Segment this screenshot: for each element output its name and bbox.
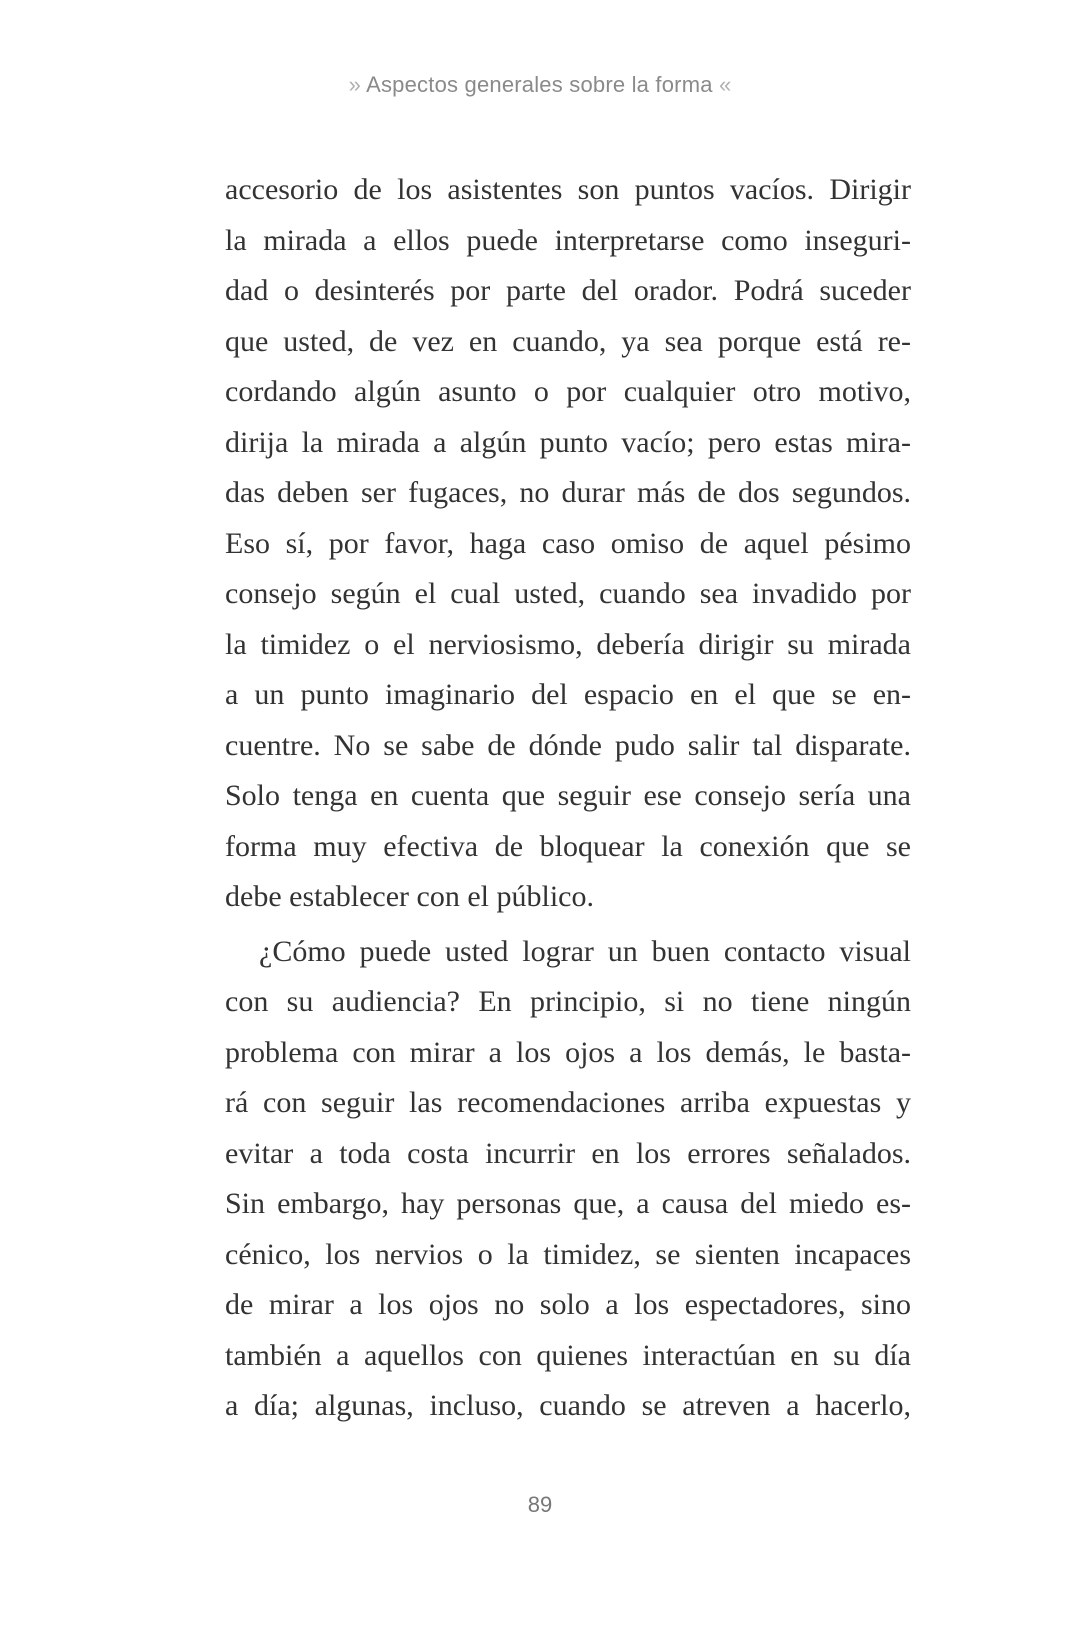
paragraph-2	[225, 927, 911, 1432]
text-line: que usted, de vez en cuando, ya sea porque está re-	[225, 324, 911, 358]
text-line: Eso sí, por favor, haga caso omiso de aquel pésimo	[225, 526, 911, 560]
text-line: con su audiencia? En principio, si no tiene ningún	[225, 985, 911, 1018]
header-open-mark: »	[348, 72, 361, 97]
text-line: Sin embargo, hay personas que, a causa del miedo es-	[225, 1187, 911, 1220]
text-line: Solo tenga en cuenta que seguir ese consejo sería una	[225, 779, 911, 812]
text-line: consejo según el cual usted, cuando sea invadido por	[225, 577, 911, 610]
text-line: cordando algún asunto o por cualquier otro motivo,	[225, 375, 911, 408]
text-line: dirija la mirada a algún punto vacío; pero estas mira-	[225, 425, 911, 459]
text-line: rá con seguir las recomendaciones arriba expuestas y	[225, 1086, 911, 1119]
paragraph-1	[225, 165, 911, 923]
page-number: 89	[527, 1492, 553, 1517]
text-line: ¿Cómo puede usted lograr un buen contacto visual	[259, 934, 911, 968]
header-close-mark: «	[718, 72, 732, 97]
text-line: debe establecer con el público.	[225, 880, 594, 913]
text-line: de mirar a los ojos no solo a los espectadores, sino	[225, 1288, 911, 1321]
text-line: problema con mirar a los ojos a los demás, le basta-	[225, 1035, 911, 1069]
text-line: cuentre. No se sabe de dónde pudo salir tal disparate.	[225, 728, 911, 762]
text-line: la mirada a ellos puede interpretarse como inseguri-	[225, 223, 911, 257]
text-line: forma muy efectiva de bloquear la conexión que se	[225, 829, 911, 863]
text-line: dad o desinterés por parte del orador. Podrá suceder	[225, 274, 911, 307]
text-line: accesorio de los asistentes son puntos vacíos. Dirigir	[225, 173, 911, 206]
text-line: evitar a toda costa incurrir en los errores señalados.	[225, 1136, 911, 1170]
body-text	[225, 165, 911, 1432]
text-line: a día; algunas, incluso, cuando se atreven a hacerlo,	[225, 1389, 911, 1422]
text-line: a un punto imaginario del espacio en el que se en-	[225, 678, 911, 711]
running-header	[0, 72, 1080, 98]
text-line: la timidez o el nerviosismo, debería dirigir su mirada	[225, 627, 911, 661]
text-line: das deben ser fugaces, no durar más de dos segundos.	[225, 476, 911, 509]
header-title: Aspectos generales sobre la forma	[366, 72, 713, 97]
text-line: cénico, los nervios o la timidez, se sienten incapaces	[225, 1237, 911, 1271]
text-line: también a aquellos con quienes interactúan en su día	[225, 1338, 911, 1372]
